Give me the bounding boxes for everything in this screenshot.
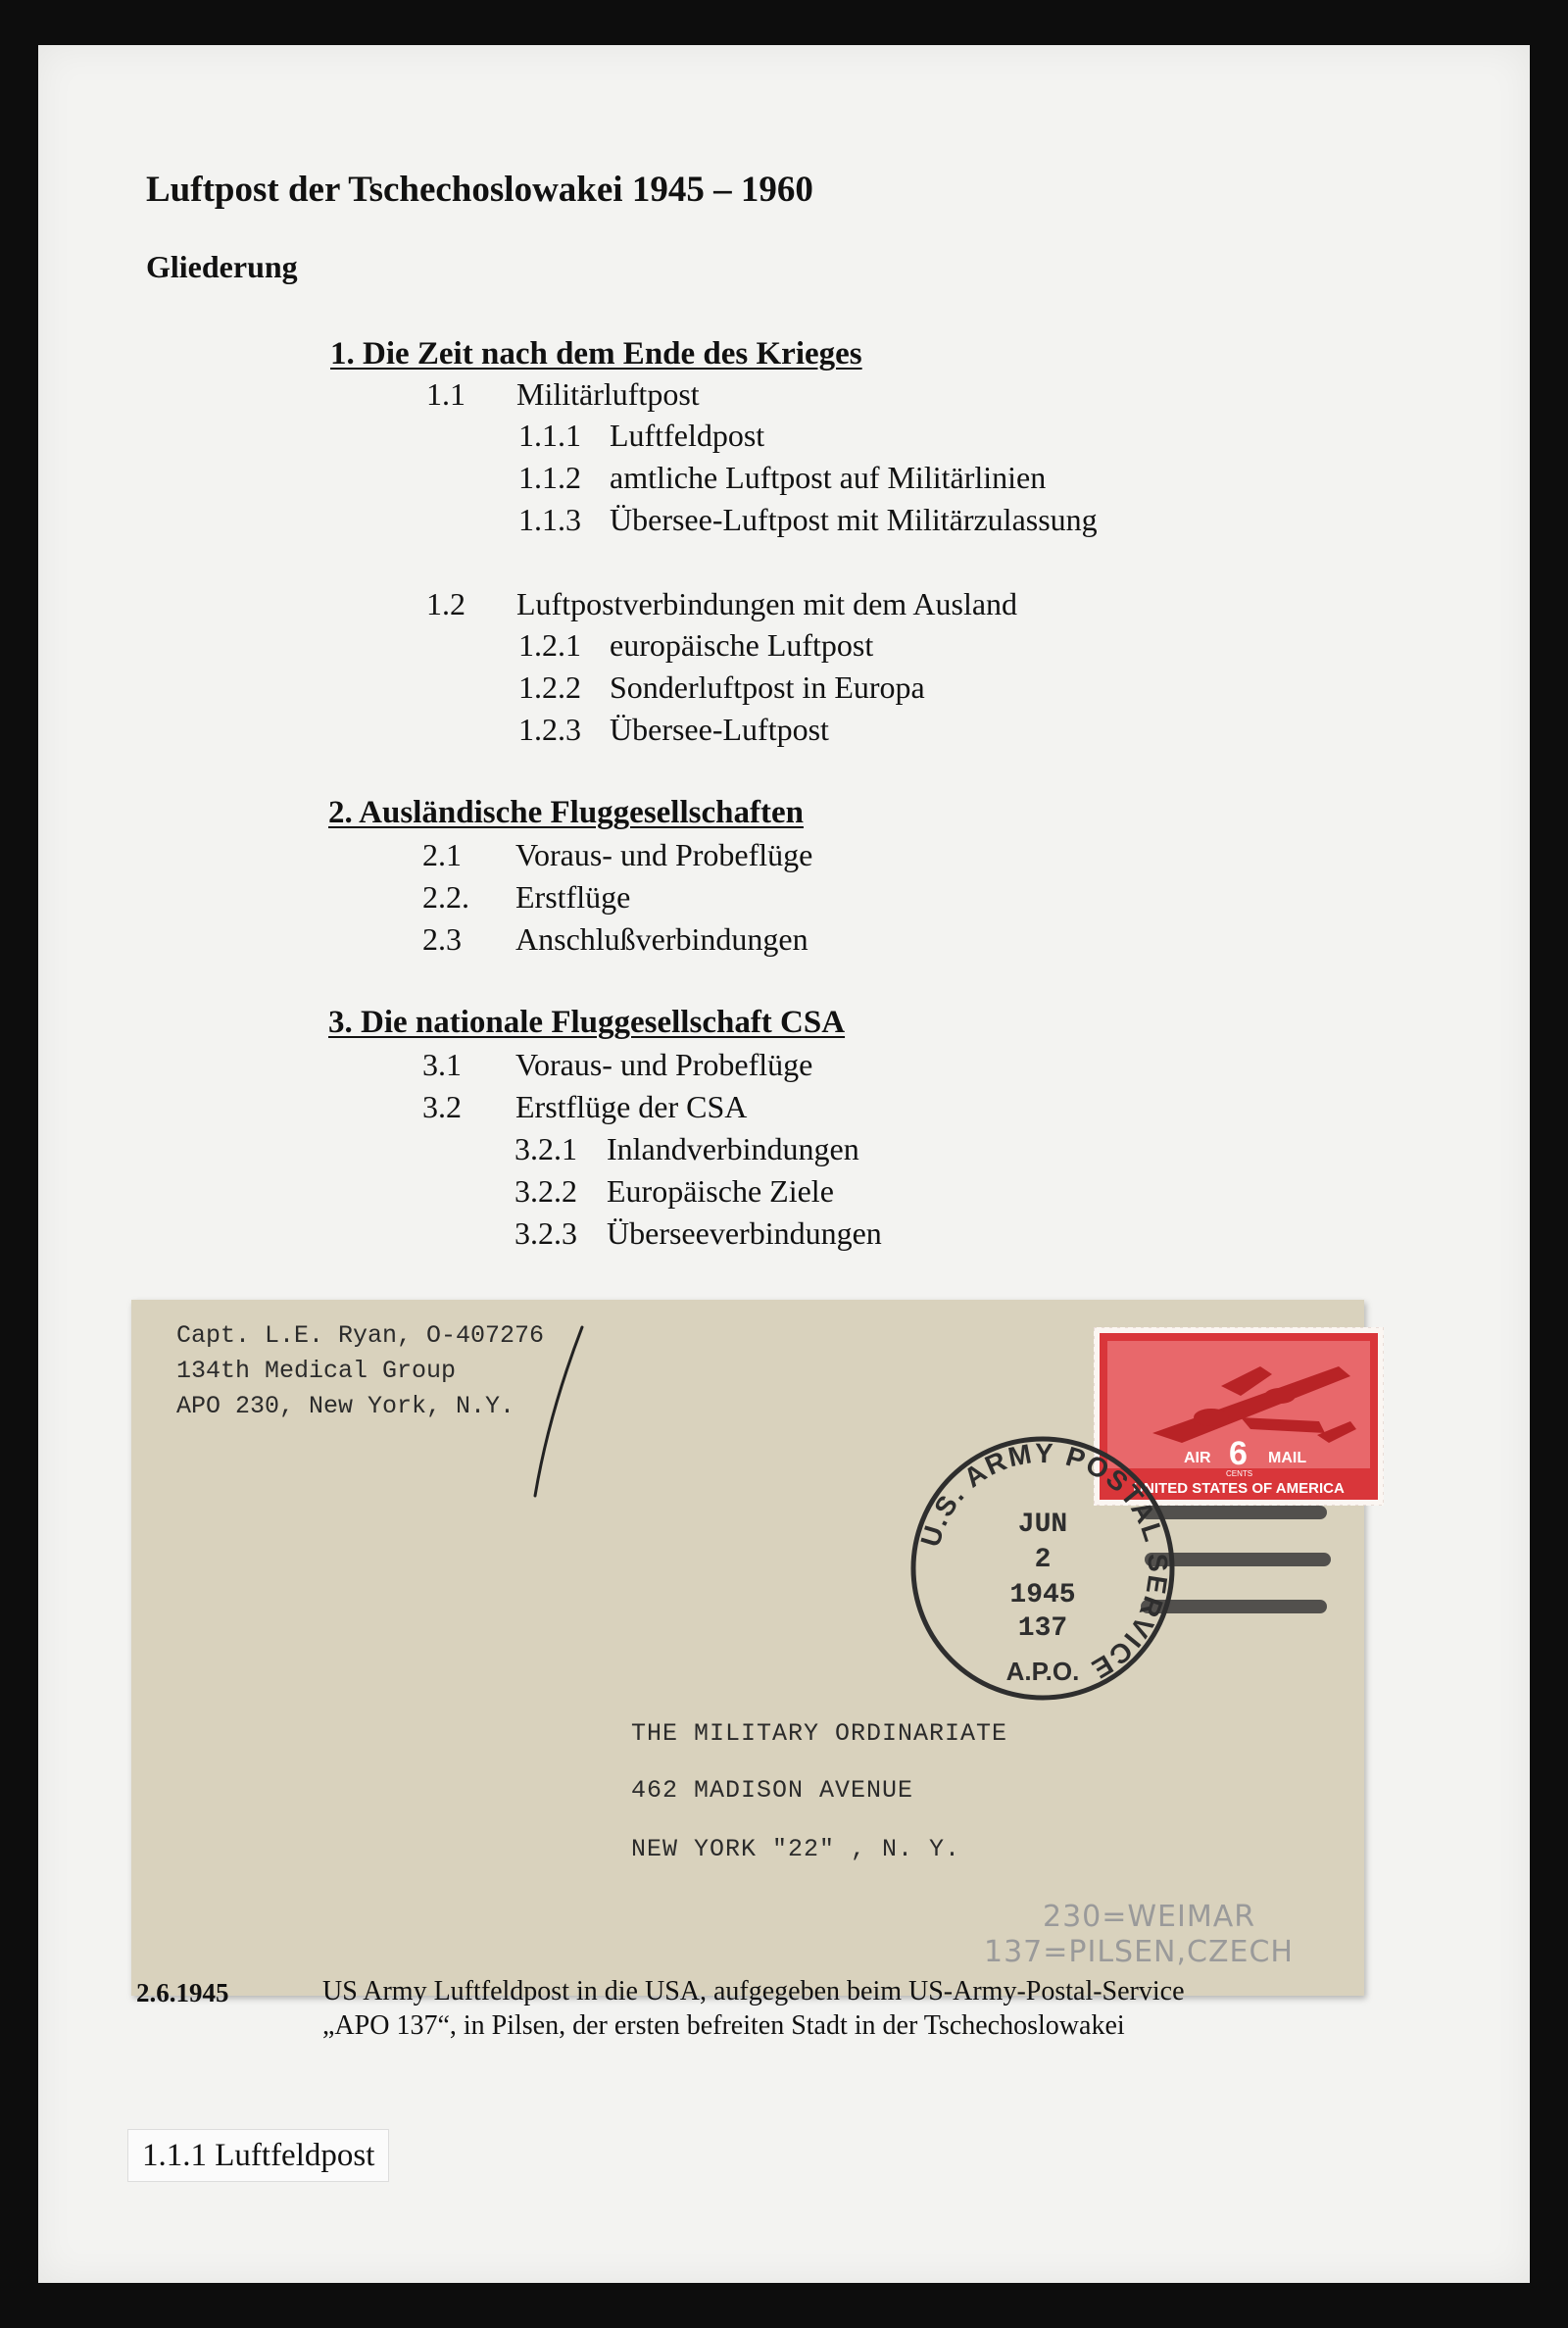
item-text: Erstflüge der CSA bbox=[515, 1089, 748, 1124]
item-text: Überseeverbindungen bbox=[607, 1215, 882, 1251]
item-number: 1.2.2 bbox=[518, 669, 581, 705]
stamp-value: 6 bbox=[1229, 1435, 1248, 1472]
item-number: 1.2.3 bbox=[518, 712, 581, 747]
item-text: Erstflüge bbox=[515, 879, 631, 915]
item-number: 1.1.1 bbox=[518, 418, 581, 453]
item-text: Luftpostverbindungen mit dem Ausland bbox=[516, 586, 1018, 621]
item-number: 2.1 bbox=[422, 837, 462, 872]
item-number: 3.1 bbox=[422, 1047, 462, 1082]
apo-postmark bbox=[896, 1421, 1190, 1715]
pencil-note: 230=WEIMAR bbox=[1043, 1900, 1256, 1934]
postmark-ring-text: U.S. ARMY POSTAL SERVICE bbox=[914, 1437, 1174, 1686]
item-number: 3.2.1 bbox=[514, 1131, 577, 1166]
stamp-air: AIR bbox=[1184, 1450, 1211, 1466]
recipient-line: NEW YORK "22" , N. Y. bbox=[631, 1835, 961, 1863]
item-number: 1.1.3 bbox=[518, 502, 581, 537]
section-heading-1: 1. Die Zeit nach dem Ende des Krieges bbox=[330, 336, 862, 371]
postmark-office: 137 bbox=[1017, 1613, 1068, 1644]
item-text: amtliche Luftpost auf Militärlinien bbox=[610, 460, 1047, 495]
sender-line: 134th Medical Group bbox=[176, 1357, 457, 1385]
item-number: 1.1 bbox=[426, 376, 466, 412]
sender-line: Capt. L.E. Ryan, O-407276 bbox=[176, 1321, 545, 1350]
section-heading-3: 3. Die nationale Fluggesellschaft CSA bbox=[328, 1005, 846, 1040]
item-text: Übersee-Luftpost mit Militärzulassung bbox=[610, 502, 1098, 537]
recipient-line: THE MILITARY ORDINARIATE bbox=[631, 1719, 1008, 1748]
pencil-note: 137=PILSEN,CZECH bbox=[984, 1935, 1294, 1969]
sender-line: APO 230, New York, N.Y. bbox=[176, 1392, 515, 1420]
item-text: Voraus- und Probeflüge bbox=[515, 1047, 813, 1082]
caption-line-1: US Army Luftfeldpost in die USA, aufgegeben beim US-Army-Postal-Service bbox=[322, 1976, 1185, 2006]
air-mail-cover bbox=[131, 1300, 1364, 1996]
item-number: 2.2. bbox=[422, 879, 469, 915]
item-number: 3.2 bbox=[422, 1089, 462, 1124]
section-heading-2: 2. Ausländische Fluggesellschaften bbox=[328, 795, 804, 830]
item-text: europäische Luftpost bbox=[610, 627, 874, 663]
postmark-day: 2 bbox=[1034, 1545, 1052, 1575]
item-text: Voraus- und Probeflüge bbox=[515, 837, 813, 872]
item-number: 3.2.3 bbox=[514, 1215, 577, 1251]
postmark-year: 1945 bbox=[1009, 1580, 1076, 1610]
section-label: 1.1.1 Luftfeldpost bbox=[127, 2129, 389, 2182]
item-number: 1.1.2 bbox=[518, 460, 581, 495]
item-text: Inlandverbindungen bbox=[607, 1131, 859, 1166]
postmark-apo: A.P.O. bbox=[1005, 1657, 1080, 1686]
page-title: Luftpost der Tschechoslowakei 1945 – 1960 bbox=[146, 170, 813, 210]
item-text: Anschlußverbindungen bbox=[515, 921, 808, 957]
caption-line-2: „APO 137“, in Pilsen, der ersten befreiten Stadt in der Tschechoslowakei bbox=[322, 2010, 1125, 2041]
postmark-month: JUN bbox=[1017, 1510, 1068, 1540]
pen-stroke bbox=[523, 1319, 602, 1515]
item-number: 2.3 bbox=[422, 921, 462, 957]
stamp-cents: CENTS bbox=[1226, 1469, 1253, 1478]
stamp-mail: MAIL bbox=[1268, 1450, 1307, 1466]
item-number: 1.2 bbox=[426, 586, 466, 621]
album-page bbox=[38, 45, 1530, 2283]
item-text: Militärluftpost bbox=[516, 376, 700, 412]
page-subtitle: Gliederung bbox=[146, 249, 298, 284]
item-text: Sonderluftpost in Europa bbox=[610, 669, 925, 705]
item-text: Europäische Ziele bbox=[607, 1173, 834, 1209]
recipient-line: 462 MADISON AVENUE bbox=[631, 1776, 914, 1805]
item-number: 3.2.2 bbox=[514, 1173, 577, 1209]
item-text: Übersee-Luftpost bbox=[610, 712, 829, 747]
item-number: 1.2.1 bbox=[518, 627, 581, 663]
item-text: Luftfeldpost bbox=[610, 418, 765, 453]
stamp-country: UNITED STATES OF AMERICA bbox=[1133, 1480, 1345, 1497]
caption-date: 2.6.1945 bbox=[136, 1978, 229, 2007]
